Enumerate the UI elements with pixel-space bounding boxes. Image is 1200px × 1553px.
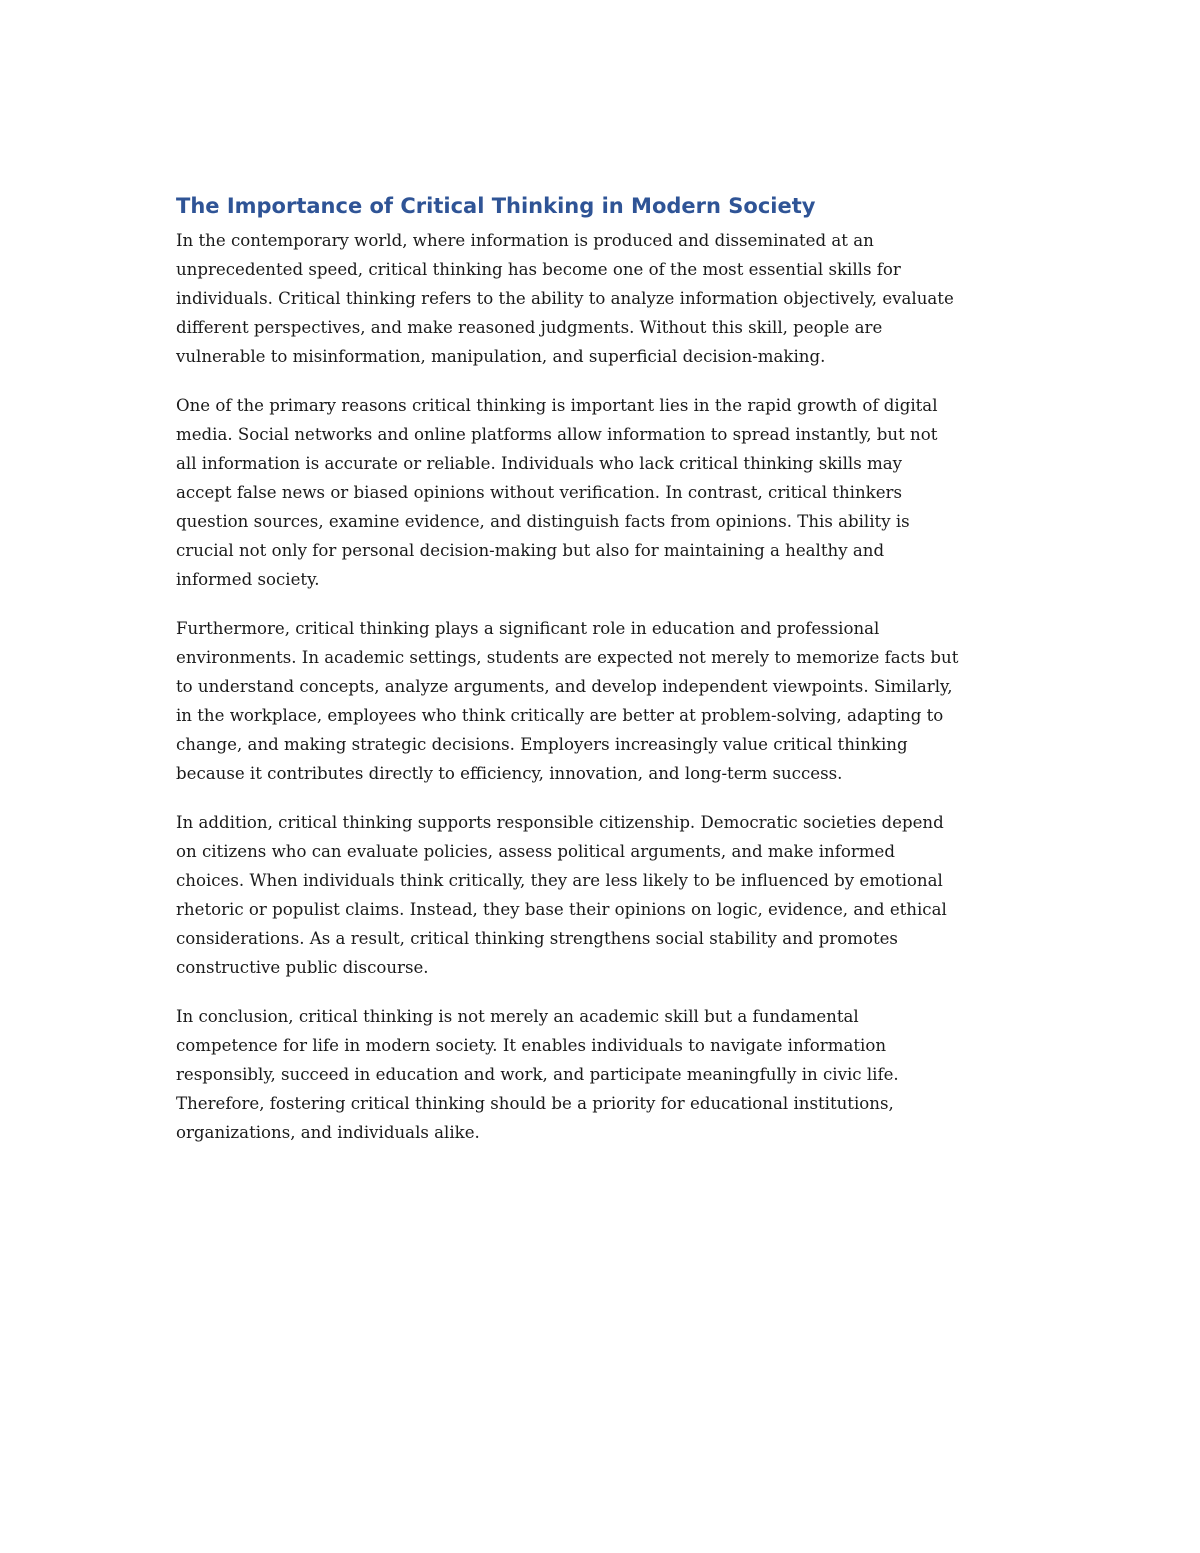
text-line: constructive public discourse. [176,958,429,977]
paragraph-1 [176,226,1028,371]
text-line: individuals. Critical thinking refers to the ability to analyze information objectively, evaluate [176,289,954,308]
text-line: Furthermore, critical thinking plays a significant role in education and professional [176,619,880,638]
text-line: rhetoric or populist claims. Instead, they base their opinions on logic, evidence, and ethical [176,900,947,919]
text-line: considerations. As a result, critical thinking strengthens social stability and promotes [176,929,898,948]
text-line: in the workplace, employees who think critically are better at problem-solving, adapting to [176,706,944,725]
paragraph-3 [176,614,1028,788]
text-line: crucial not only for personal decision-making but also for maintaining a healthy and [176,541,885,560]
text-line: accept false news or biased opinions without verification. In contrast, critical thinkers [176,483,902,502]
text-line: media. Social networks and online platforms allow information to spread instantly, but not [176,425,938,444]
text-line: on citizens who can evaluate policies, assess political arguments, and make informed [176,842,895,861]
text-line: unprecedented speed, critical thinking has become one of the most essential skills for [176,260,901,279]
text-line: vulnerable to misinformation, manipulation, and superficial decision-making. [176,347,826,366]
text-line: responsibly, succeed in education and work, and participate meaningfully in civic life. [176,1065,899,1084]
text-line: all information is accurate or reliable. Individuals who lack critical thinking skills may [176,454,902,473]
text-line: In addition, critical thinking supports responsible citizenship. Democratic societies depend [176,813,944,832]
text-line: organizations, and individuals alike. [176,1123,480,1142]
text-line: informed society. [176,570,320,589]
text-line: environments. In academic settings, students are expected not merely to memorize facts but [176,648,959,667]
text-line: to understand concepts, analyze arguments, and develop independent viewpoints. Similarly, [176,677,953,696]
text-line: question sources, examine evidence, and distinguish facts from opinions. This ability is [176,512,910,531]
text-line: One of the primary reasons critical thinking is important lies in the rapid growth of digital [176,396,938,415]
document-title: The Importance of Critical Thinking in Modern Society [176,194,816,218]
paragraph-5 [176,1002,1028,1147]
text-line: competence for life in modern society. It enables individuals to navigate information [176,1036,887,1055]
text-line: choices. When individuals think critically, they are less likely to be influenced by emotional [176,871,943,890]
text-line: In the contemporary world, where information is produced and disseminated at an [176,231,874,250]
document-body [176,192,1028,1167]
paragraph-2 [176,391,1028,594]
text-line: because it contributes directly to efficiency, innovation, and long-term success. [176,764,843,783]
text-line: change, and making strategic decisions. Employers increasingly value critical thinking [176,735,908,754]
text-line: Therefore, fostering critical thinking should be a priority for educational institutions, [176,1094,894,1113]
text-line: In conclusion, critical thinking is not merely an academic skill but a fundamental [176,1007,859,1026]
paragraph-4 [176,808,1028,982]
text-line: different perspectives, and make reasoned judgments. Without this skill, people are [176,318,883,337]
